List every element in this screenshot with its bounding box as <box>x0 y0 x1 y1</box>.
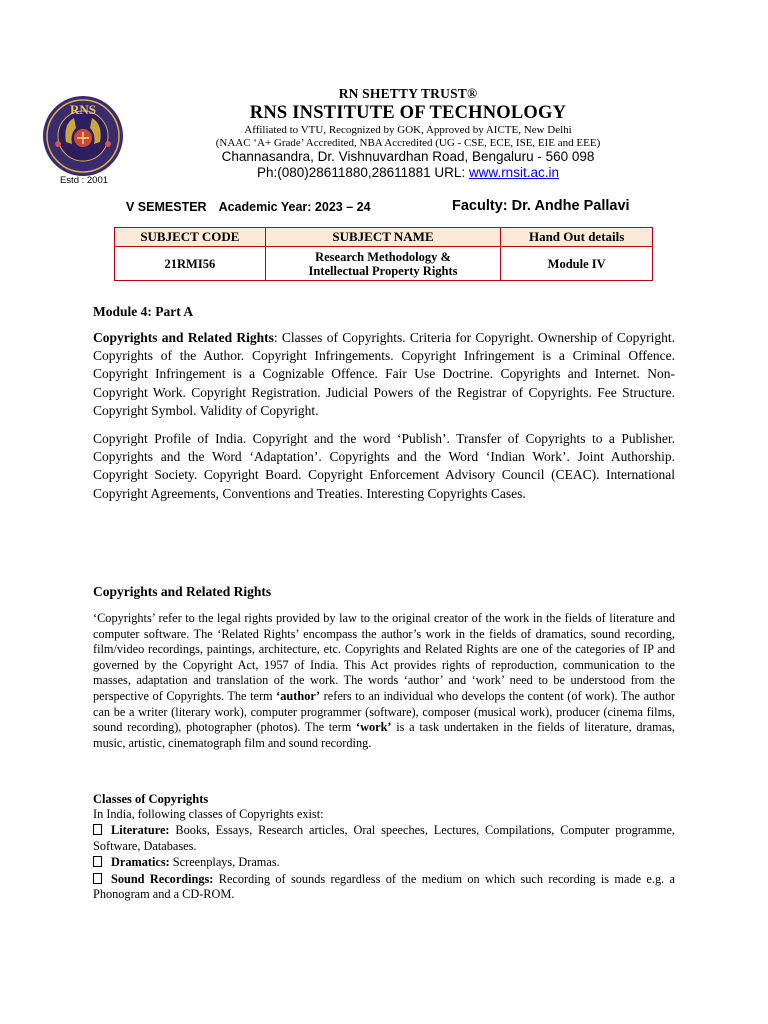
table-header-row <box>115 228 653 247</box>
list-item-label: Dramatics: <box>111 855 170 870</box>
header-subject-code: SUBJECT CODE <box>115 228 266 247</box>
syllabus-paragraph-2: Copyright Profile of India. Copyright and the word ‘Publish’. Transfer of Copyrights to a Publisher. Copyrights and the Word ‘Adaptation’. Copyrights and the Word ‘Indian Work’. Joint Authorship. Copyright Society. Copyright Board. Copyright Enforcement Advisory Council (CEAC). International Copyright Agreements, Conventions and Treaties. Interesting Copyrights Cases. <box>93 431 675 501</box>
address-line: Channasandra, Dr. Vishnuvardhan Road, Bengaluru - 560 098 <box>221 149 595 164</box>
p1-bold: Copyrights and Related Rights <box>93 330 274 345</box>
phone-text: Ph:(080)28611880,28611881 URL: <box>257 165 469 180</box>
p3-text-b: refers to an individual who develops the content (of work). The author can be a writer (literary work), computer programmer (software), composer (musical work), producer (cinema films, sound recording), photographer (photos). The term <box>93 688 675 735</box>
bullet-box-icon <box>93 824 102 835</box>
subject-name-line1: Research Methodology & <box>315 249 451 264</box>
section-heading: Copyrights and Related Rights <box>93 584 272 599</box>
p3-text-a: ‘Copyrights’ refer to the legal rights provided by law to the original creator of the work in the fields of literature and computer software. The ‘Related Rights’ encompass the author’s work in the fields of dramatics, sound recording, film/video recordings, paintings, architecture, etc. Copyrights and Related Rights are one of the categories of IP and governed by the Copyright Act, 1957 of India. This Act provides rights of reproduction, communication to the masses, adaptation and translation of the work. The words ‘author’ and ‘work’ need to be understood from the perspective of Copyrights. The term <box>93 611 675 703</box>
bullet-box-icon <box>93 856 102 867</box>
subject-code-cell: 21RMI56 <box>115 247 266 281</box>
institute-name: RNS INSTITUTE OF TECHNOLOGY <box>249 103 567 123</box>
list-item-text: Books, Essays, Research articles, Oral speeches, Lectures, Compilations, Computer programme, Software, Databases. <box>93 823 675 853</box>
list-item-label: Literature: <box>111 823 170 837</box>
institute-logo <box>36 94 130 178</box>
table-row <box>115 247 653 281</box>
subject-name-cell <box>265 247 501 281</box>
subject-table <box>114 227 653 281</box>
p1-text: : Classes of Copyrights. Criteria for Copyright. Ownership of Copyright. Copyrights of the Author. Copyright Infringements. Copyright Infringement is a Criminal Offence. Copyright Infringement is a Cognizable Offence. Fair Use Doctrine. Copyrights and Internet. Non-Copyright Work. Copyright Registration. Judicial Powers of the Registrar of Copyrights. Fee Structure. Copyright Symbol. Validity of Copyright. <box>93 330 675 418</box>
classes-intro: In India, following classes of Copyrights exist: <box>93 807 324 821</box>
established-year: Estd : 2001 <box>59 175 109 186</box>
module-heading: Module 4: Part A <box>93 304 194 319</box>
list-item-text: Recording of sounds regardless of the medium on which such recording is made e.g. a Phonogram and a CD-ROM. <box>93 871 675 902</box>
contact-line <box>170 165 646 180</box>
list-item <box>93 823 675 854</box>
accreditation-line: (NAAC ‘A+ Grade’ Accredited, NBA Accredited (UG - CSE, ECE, ISE, EIE and EEE) <box>215 137 601 149</box>
work-term: ‘work’ <box>356 720 392 735</box>
faculty-name: Faculty: Dr. Andhe Pallavi <box>452 198 630 214</box>
classes-heading: Classes of Copyrights <box>93 792 209 806</box>
semester-label: V SEMESTER <box>126 200 207 214</box>
list-item <box>93 872 675 903</box>
header-handout: Hand Out details <box>501 228 653 247</box>
author-term: ‘author’ <box>276 688 321 703</box>
logo-text: RNS <box>69 102 97 117</box>
handout-cell: Module IV <box>501 247 653 281</box>
academic-year: Academic Year: 2023 – 24 <box>218 200 371 214</box>
bullet-box-icon <box>93 873 102 884</box>
subject-name-line2: Intellectual Property Rights <box>308 263 458 278</box>
website-link[interactable]: www.rnsit.ac.in <box>468 165 559 180</box>
list-item-text: Screenplays, Dramas. <box>169 855 280 870</box>
classes-list <box>93 823 675 904</box>
p3-text-c: is a task undertaken in the fields of literature, dramas, music, artistic, cinematograph film and sound recording. <box>93 720 675 750</box>
syllabus-paragraph-1 <box>93 329 675 420</box>
semester-info <box>126 200 371 214</box>
list-item <box>93 855 675 871</box>
header-subject-name: SUBJECT NAME <box>265 228 501 247</box>
trust-name: RN SHETTY TRUST® <box>338 86 478 101</box>
definition-paragraph <box>93 611 675 751</box>
affiliation-line: Affiliated to VTU, Recognized by GOK, Approved by AICTE, New Delhi <box>244 124 572 136</box>
list-item-label: Sound Recordings: <box>111 871 214 886</box>
